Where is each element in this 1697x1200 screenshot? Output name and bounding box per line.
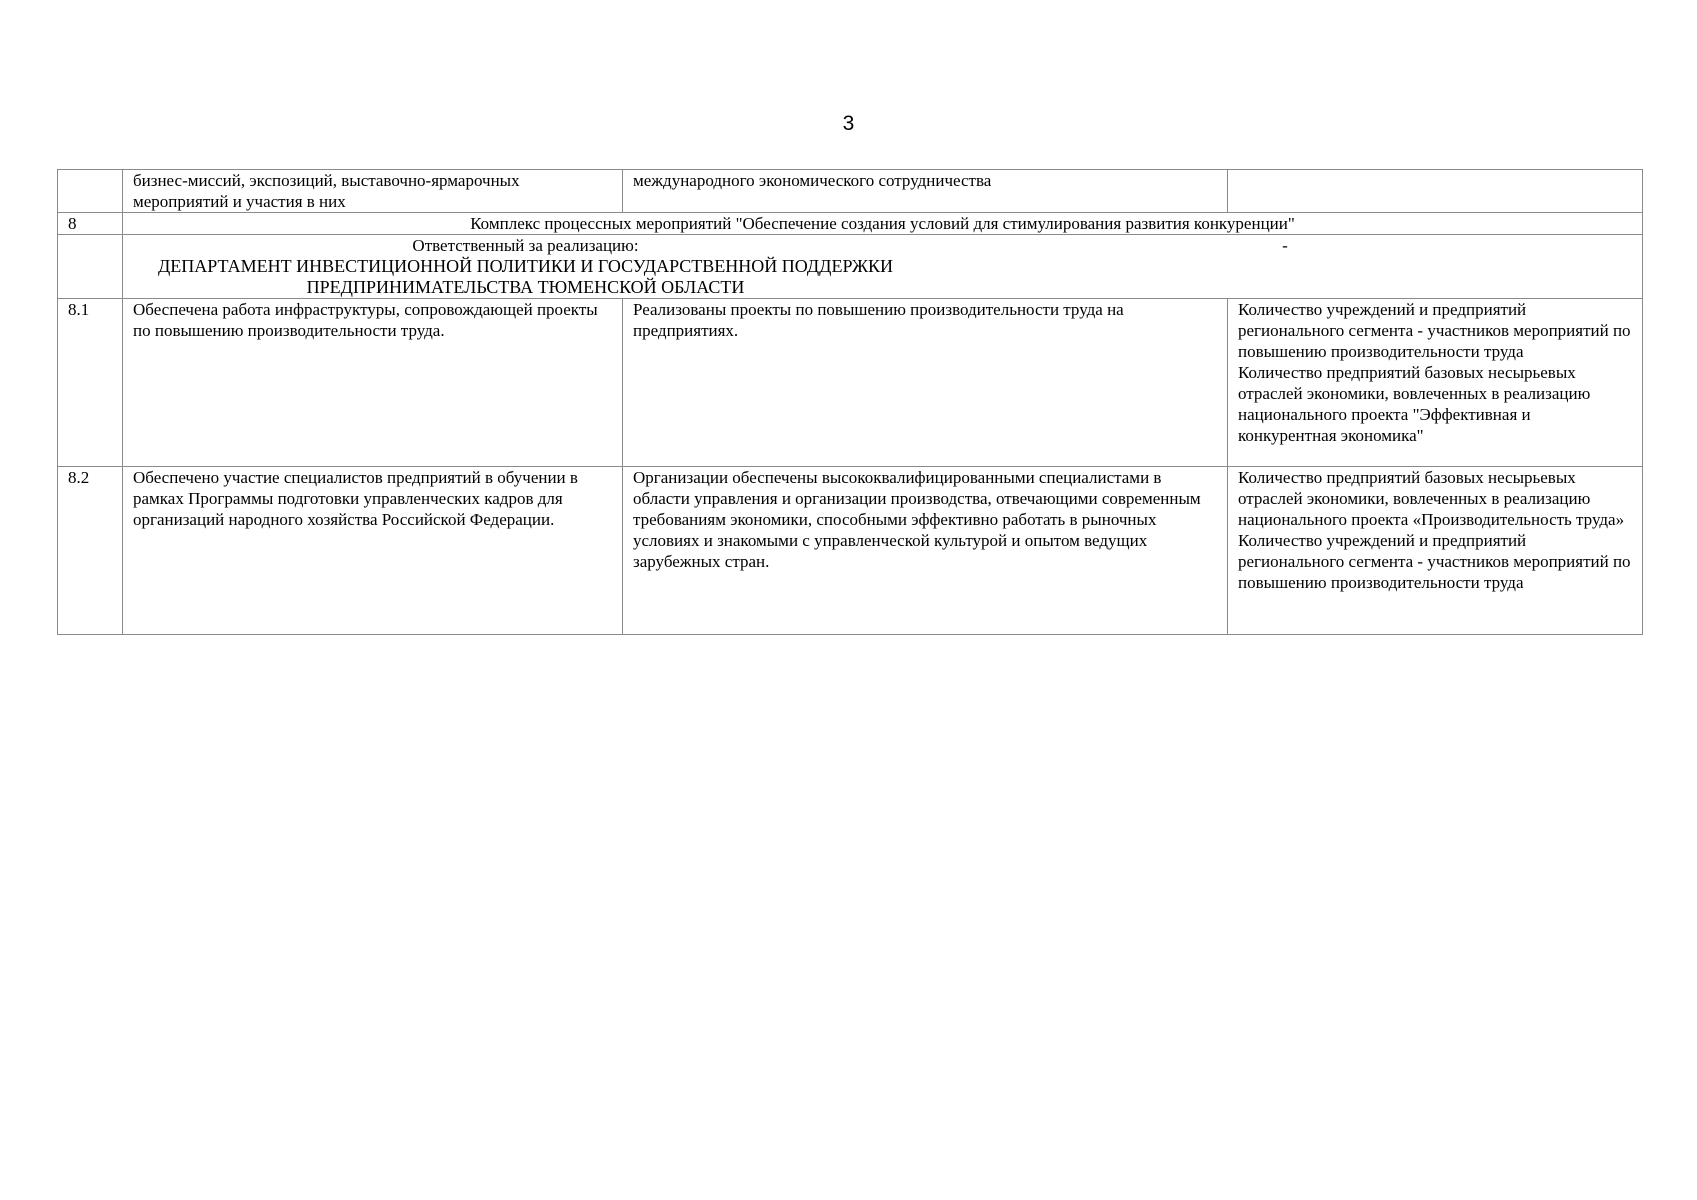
- row-number-cell: [58, 170, 123, 213]
- department-name-line1: ДЕПАРТАМЕНТ ИНВЕСТИЦИОННОЙ ПОЛИТИКИ И ГОСУДАРСТВЕННОЙ ПОДДЕРЖКИ: [158, 256, 893, 276]
- indicator-cell: [1228, 299, 1643, 467]
- responsible-right: -: [1282, 236, 1288, 255]
- indicator-item: Количество предприятий базовых несырьевых отраслей экономики, вовлеченных в реализацию национального проекта "Эффективная и конкурентная экономика": [1238, 363, 1591, 445]
- task-cell: бизнес-миссий, экспозиций, выставочно-ярмарочных мероприятий и участия в них: [123, 170, 623, 213]
- task-cell: Обеспечена работа инфраструктуры, сопровождающей проекты по повышению производительности труда.: [123, 299, 623, 467]
- page-number: 3: [842, 112, 855, 135]
- indicator-item: Количество учреждений и предприятий регионального сегмента - участников мероприятий по повышению производительности труда: [1238, 531, 1631, 592]
- responsible-row: [58, 235, 1643, 299]
- task-cell: Обеспечено участие специалистов предприятий в обучении в рамках Программы подготовки управленческих кадров для организаций народного хозяйства Российской Федерации.: [123, 467, 623, 635]
- indicator-item: Количество предприятий базовых несырьевых отраслей экономики, вовлеченных в реализацию национального проекта «Производительность труда»: [1238, 468, 1625, 529]
- indicator-cell: [1228, 170, 1643, 213]
- effect-cell: международного экономического сотрудничества: [623, 170, 1228, 213]
- effect-cell: Реализованы проекты по повышению производительности труда на предприятиях.: [623, 299, 1228, 467]
- row-number-cell: 8.1: [58, 299, 123, 467]
- department-name-line2: ПРЕДПРИНИМАТЕЛЬСТВА ТЮМЕНСКОЙ ОБЛАСТИ: [306, 277, 745, 297]
- effect-cell: Организации обеспечены высококвалифицированными специалистами в области управления и организации производства, отвечающими современным требованиям экономики, способными эффективно работать в рыночных условиях и знакомыми с управленческой культурой и опытом ведущих зарубежных стран.: [623, 467, 1228, 635]
- responsible-inner: [123, 235, 1642, 298]
- responsible-cell: [123, 235, 1643, 299]
- section-number: 8: [58, 213, 123, 235]
- responsible-number-cell: [58, 235, 123, 299]
- indicator-item: Количество учреждений и предприятий регионального сегмента - участников мероприятий по повышению производительности труда: [1238, 300, 1631, 361]
- table-row-top-continuation: [58, 170, 1643, 213]
- section-header-row: [58, 213, 1643, 235]
- responsible-label: Ответственный за реализацию:: [412, 236, 639, 255]
- measures-table: [57, 169, 1643, 635]
- indicator-cell: [1228, 467, 1643, 635]
- table-row: [58, 467, 1643, 635]
- responsible-block: [123, 235, 928, 298]
- table-row: [58, 299, 1643, 467]
- section-title: Комплекс процессных мероприятий "Обеспечение создания условий для стимулирования развития конкуренции": [123, 213, 1643, 235]
- row-number-cell: 8.2: [58, 467, 123, 635]
